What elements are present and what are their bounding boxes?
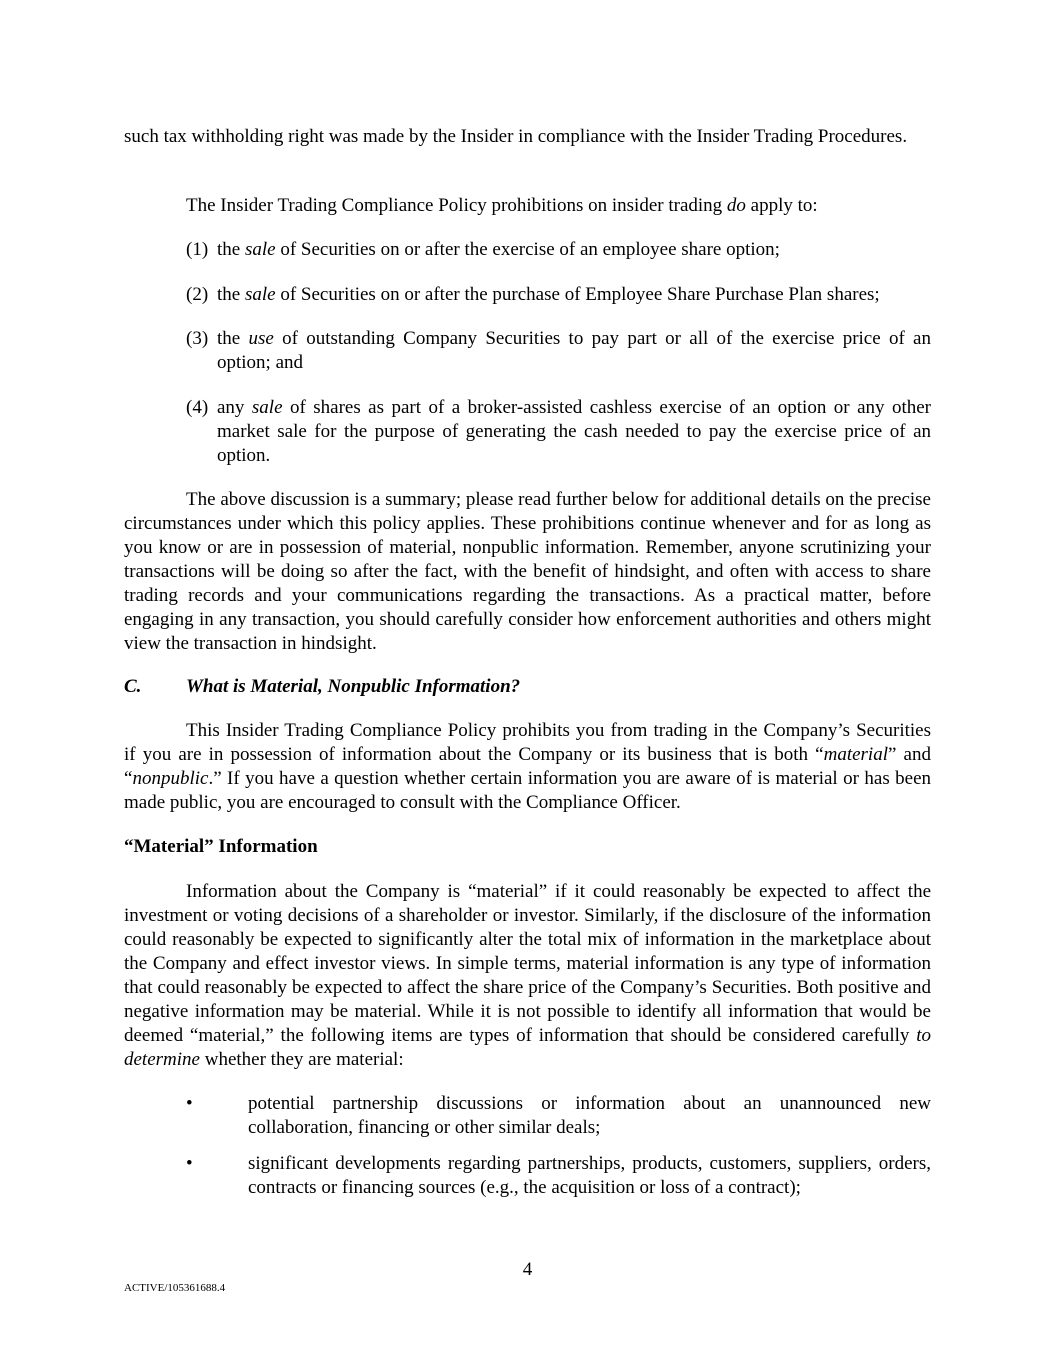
list-item	[186, 396, 931, 468]
section-c-paragraph: This Insider Trading Compliance Policy prohibits you from trading in the Company’s Securities if you are in possession of information about the Company or its business that is both “material” and “nonpublic.” If you have a question whether certain information you are aware of is material or has been made public, you are encouraged to consult with the Compliance Officer.	[124, 720, 931, 813]
list-item	[186, 283, 931, 307]
section-c-heading	[124, 675, 931, 699]
summary-paragraph: The above discussion is a summary; please read further below for additional details on the precise circumstances under which this policy applies. These prohibitions continue whenever and for as long as you know or are in possession of material, nonpublic information. Remember, anyone scrutinizing your transactions will be doing so after the fact, with the benefit of hindsight, and often with access to share trading records and your communications regarding the transactions. As a practical matter, before engaging in any transaction, you should carefully consider how enforcement authorities and others might view the transaction in hindsight.	[124, 489, 931, 654]
bullet-text: significant developments regarding partnerships, products, customers, suppliers, orders, contracts or financing sources (e.g., the acquisition or loss of a contract);	[248, 1153, 931, 1198]
list-item-text: the sale of Securities on or after the purchase of Employee Share Purchase Plan shares;	[217, 284, 880, 305]
continuation-paragraph: such tax withholding right was made by the Insider in compliance with the Insider Trading Procedures.	[124, 126, 908, 147]
list-item-number: (4)	[186, 397, 209, 418]
intro-paragraph: The Insider Trading Compliance Policy prohibitions on insider trading do apply to:	[186, 195, 818, 216]
list-item-text: the sale of Securities on or after the exercise of an employee share option;	[217, 239, 780, 260]
list-item-text: any sale of shares as part of a broker-assisted cashless exercise of an option or any other market sale for the purpose of generating the cash needed to pay the exercise price of an option.	[217, 397, 931, 466]
page-number: 4	[522, 1259, 533, 1280]
list-item-number: (3)	[186, 328, 209, 349]
material-paragraph: Information about the Company is “material” if it could reasonably be expected to affect the investment or voting decisions of a shareholder or investor. Similarly, if the disclosure of the information could reasonably be expected to significantly alter the total mix of information in the marketplace about the Company and effect investor views. In simple terms, material information is any type of information that could reasonably be expected to affect the share price of the Company’s Securities. Both positive and negative information may be material. While it is not possible to identify all information that would be deemed “material,” the following items are types of information that should be considered carefully to determine whether they are material:	[124, 881, 931, 1070]
section-title: What is Material, Nonpublic Information?	[186, 676, 521, 697]
bullet-item	[124, 1152, 931, 1200]
list-item-number: (2)	[186, 284, 209, 305]
material-heading: “Material” Information	[124, 836, 318, 857]
list-item	[186, 238, 931, 262]
bullet-icon: •	[186, 1093, 193, 1114]
bullet-text: potential partnership discussions or information about an unannounced new collaboration, financing or other similar deals;	[248, 1093, 931, 1138]
bullet-icon: •	[186, 1153, 193, 1174]
document-id-footer: ACTIVE/105361688.4	[124, 1282, 226, 1294]
list-item-text: the use of outstanding Company Securities to pay part or all of the exercise price of an option; and	[217, 328, 931, 373]
list-item-number: (1)	[186, 239, 209, 260]
list-item	[186, 327, 931, 375]
bullet-item	[124, 1092, 931, 1140]
section-letter: C.	[124, 676, 142, 697]
